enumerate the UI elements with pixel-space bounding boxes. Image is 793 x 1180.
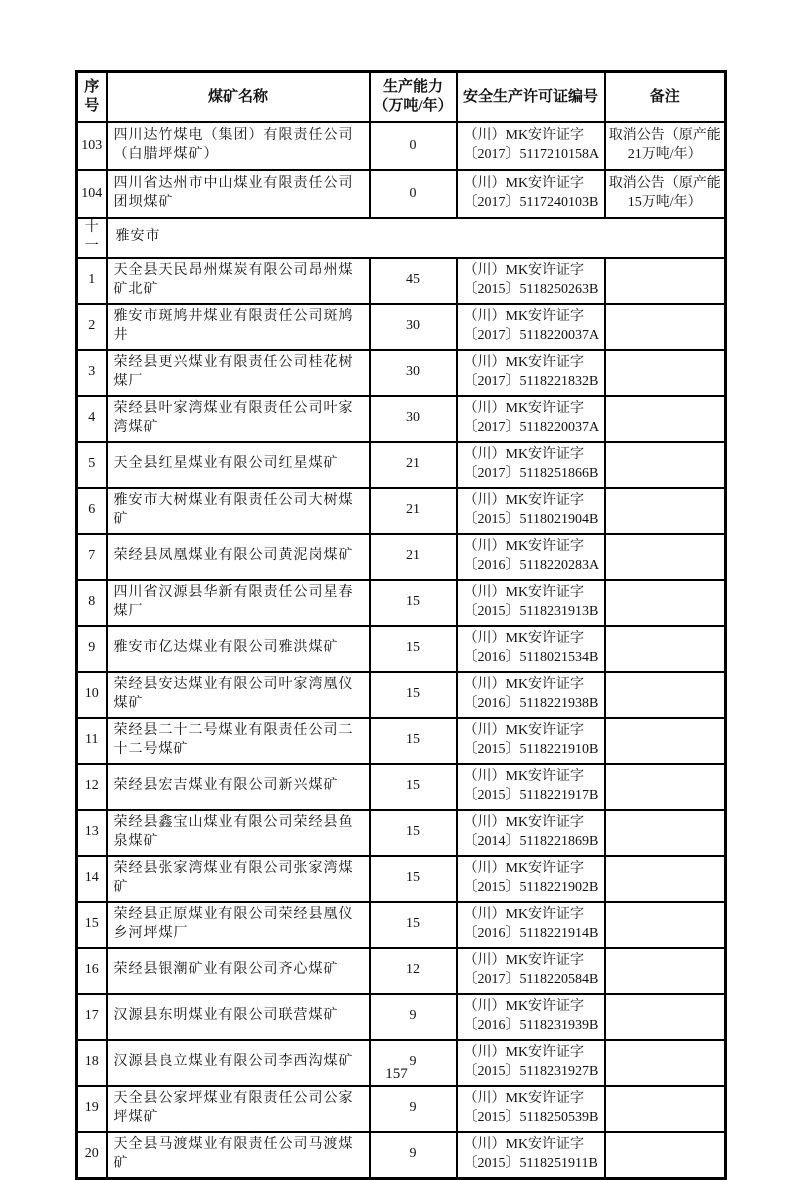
- remark-text: [605, 442, 726, 488]
- row-number: 18: [77, 1040, 107, 1086]
- remark-text: [605, 1086, 726, 1132]
- capacity-value: 15: [370, 580, 457, 626]
- capacity-value: 21: [370, 442, 457, 488]
- license-number: （川）MK安许证字〔2015〕5118221902B: [457, 856, 605, 902]
- header-capacity-line1: 生产能力: [382, 79, 443, 96]
- license-number: （川）MK安许证字〔2014〕5118221869B: [457, 810, 605, 856]
- license-number: （川）MK安许证字〔2017〕5118221832B: [457, 350, 605, 396]
- table-row: [77, 1132, 726, 1179]
- capacity-value: 15: [370, 718, 457, 764]
- remark-text: [605, 626, 726, 672]
- capacity-value: 15: [370, 672, 457, 718]
- row-number: 19: [77, 1086, 107, 1132]
- mine-name: 四川达竹煤电（集团）有限责任公司（白腊坪煤矿）: [107, 122, 370, 170]
- capacity-value: 21: [370, 534, 457, 580]
- license-number: （川）MK安许证字〔2015〕5118250263B: [457, 258, 605, 304]
- table-row: [77, 488, 726, 534]
- remark-text: [605, 948, 726, 994]
- header-mine-name: 煤矿名称: [107, 72, 370, 123]
- mine-name: 荣经县鑫宝山煤业有限公司荣经县鱼泉煤矿: [107, 810, 370, 856]
- table-row: [77, 122, 726, 170]
- row-number: 8: [77, 580, 107, 626]
- row-number: 3: [77, 350, 107, 396]
- mine-name: 荣经县银潮矿业有限公司齐心煤矿: [107, 948, 370, 994]
- mine-name: 雅安市斑鸠井煤业有限责任公司斑鸠井: [107, 304, 370, 350]
- row-number: 10: [77, 672, 107, 718]
- mine-name: 天全县红星煤业有限公司红星煤矿: [107, 442, 370, 488]
- mine-name: 荣经县叶家湾煤业有限责任公司叶家湾煤矿: [107, 396, 370, 442]
- remark-text: 取消公告（原产能21万吨/年）: [605, 122, 726, 170]
- remark-text: [605, 810, 726, 856]
- capacity-value: 9: [370, 1040, 457, 1086]
- capacity-value: 9: [370, 994, 457, 1040]
- capacity-value: 9: [370, 1132, 457, 1179]
- license-number: （川）MK安许证字〔2017〕5117240103B: [457, 170, 605, 218]
- row-number: 11: [77, 718, 107, 764]
- capacity-value: 12: [370, 948, 457, 994]
- table-row: [77, 350, 726, 396]
- row-number: 1: [77, 258, 107, 304]
- table-row: [77, 396, 726, 442]
- header-row: [77, 72, 726, 123]
- table-row: [77, 304, 726, 350]
- row-number: 20: [77, 1132, 107, 1179]
- coal-mine-table: [75, 70, 727, 1180]
- mine-name: 荣经县更兴煤业有限责任公司桂花树煤厂: [107, 350, 370, 396]
- remark-text: [605, 1132, 726, 1179]
- row-number: 9: [77, 626, 107, 672]
- table-row: [77, 856, 726, 902]
- capacity-value: 15: [370, 902, 457, 948]
- license-number: （川）MK安许证字〔2015〕5118221910B: [457, 718, 605, 764]
- mine-name: 荣经县正原煤业有限公司荣经县凰仪乡河坪煤厂: [107, 902, 370, 948]
- remark-text: [605, 396, 726, 442]
- mine-name: 四川省达州市中山煤业有限责任公司团坝煤矿: [107, 170, 370, 218]
- row-number: 17: [77, 994, 107, 1040]
- remark-text: 取消公告（原产能15万吨/年）: [605, 170, 726, 218]
- mine-name: 雅安市亿达煤业有限公司雅洪煤矿: [107, 626, 370, 672]
- row-number: 6: [77, 488, 107, 534]
- row-number: 2: [77, 304, 107, 350]
- capacity-value: 0: [370, 170, 457, 218]
- license-number: （川）MK安许证字〔2015〕5118231927B: [457, 1040, 605, 1086]
- row-number: 14: [77, 856, 107, 902]
- mine-name: 天全县马渡煤业有限责任公司马渡煤矿: [107, 1132, 370, 1179]
- table-row: [77, 170, 726, 218]
- remark-text: [605, 350, 726, 396]
- license-number: （川）MK安许证字〔2016〕5118221914B: [457, 902, 605, 948]
- mine-name: 荣经县安达煤业有限公司叶家湾凰仪煤矿: [107, 672, 370, 718]
- mine-name: 荣经县张家湾煤业有限公司张家湾煤矿: [107, 856, 370, 902]
- row-number: 15: [77, 902, 107, 948]
- license-number: （川）MK安许证字〔2017〕5118220037A: [457, 396, 605, 442]
- header-remark: 备注: [605, 72, 726, 123]
- license-number: （川）MK安许证字〔2016〕5118220283A: [457, 534, 605, 580]
- table-row: [77, 764, 726, 810]
- table-row: [77, 442, 726, 488]
- section-row: [77, 218, 726, 258]
- row-number: 13: [77, 810, 107, 856]
- capacity-value: 15: [370, 764, 457, 810]
- row-number: 104: [77, 170, 107, 218]
- row-number: 16: [77, 948, 107, 994]
- table-row: [77, 810, 726, 856]
- mine-name: 荣经县二十二号煤业有限责任公司二十二号煤矿: [107, 718, 370, 764]
- table-body: [77, 122, 726, 1178]
- license-number: （川）MK安许证字〔2015〕5118221917B: [457, 764, 605, 810]
- table-row: [77, 672, 726, 718]
- mine-name: 四川省汉源县华新有限责任公司星春煤厂: [107, 580, 370, 626]
- header-capacity: [370, 72, 457, 123]
- license-number: （川）MK安许证字〔2017〕5118220584B: [457, 948, 605, 994]
- license-number: （川）MK安许证字〔2015〕5118021904B: [457, 488, 605, 534]
- remark-text: [605, 488, 726, 534]
- table-row: [77, 258, 726, 304]
- remark-text: [605, 304, 726, 350]
- license-number: （川）MK安许证字〔2017〕5118251866B: [457, 442, 605, 488]
- capacity-value: 21: [370, 488, 457, 534]
- table-row: [77, 994, 726, 1040]
- remark-text: [605, 718, 726, 764]
- mine-name: 汉源县良立煤业有限公司李西沟煤矿: [107, 1040, 370, 1086]
- table-row: [77, 626, 726, 672]
- section-title: 雅安市: [107, 218, 726, 258]
- table-row: [77, 948, 726, 994]
- mine-name: 汉源县东明煤业有限公司联营煤矿: [107, 994, 370, 1040]
- remark-text: [605, 580, 726, 626]
- mine-name: 天全县公家坪煤业有限责任公司公家坪煤矿: [107, 1086, 370, 1132]
- license-number: （川）MK安许证字〔2015〕5118231913B: [457, 580, 605, 626]
- header-license: 安全生产许可证编号: [457, 72, 605, 123]
- remark-text: [605, 856, 726, 902]
- capacity-value: 15: [370, 856, 457, 902]
- table-row: [77, 902, 726, 948]
- row-number: 4: [77, 396, 107, 442]
- remark-text: [605, 672, 726, 718]
- header-no: 序号: [77, 72, 107, 123]
- section-number: 十一: [77, 218, 107, 258]
- page-number: 157: [385, 1066, 408, 1082]
- capacity-value: 15: [370, 626, 457, 672]
- license-number: （川）MK安许证字〔2016〕5118231939B: [457, 994, 605, 1040]
- license-number: （川）MK安许证字〔2017〕5117210158A: [457, 122, 605, 170]
- row-number: 103: [77, 122, 107, 170]
- remark-text: [605, 534, 726, 580]
- capacity-value: 30: [370, 304, 457, 350]
- capacity-value: 45: [370, 258, 457, 304]
- license-number: （川）MK安许证字〔2016〕5118021534B: [457, 626, 605, 672]
- mine-name: 荣经县凤凰煤业有限公司黄泥岗煤矿: [107, 534, 370, 580]
- remark-text: [605, 258, 726, 304]
- table-row: [77, 718, 726, 764]
- license-number: （川）MK安许证字〔2016〕5118221938B: [457, 672, 605, 718]
- license-number: （川）MK安许证字〔2017〕5118220037A: [457, 304, 605, 350]
- capacity-value: 0: [370, 122, 457, 170]
- capacity-value: 15: [370, 810, 457, 856]
- capacity-value: 30: [370, 396, 457, 442]
- table-row: [77, 1086, 726, 1132]
- header-capacity-line2: （万吨/年）: [373, 98, 453, 114]
- mine-name: 雅安市大树煤业有限责任公司大树煤矿: [107, 488, 370, 534]
- remark-text: [605, 764, 726, 810]
- license-number: （川）MK安许证字〔2015〕5118251911B: [457, 1132, 605, 1179]
- capacity-value: 30: [370, 350, 457, 396]
- table-row: [77, 580, 726, 626]
- remark-text: [605, 994, 726, 1040]
- mine-name: 荣经县宏吉煤业有限公司新兴煤矿: [107, 764, 370, 810]
- license-number: （川）MK安许证字〔2015〕5118250539B: [457, 1086, 605, 1132]
- capacity-value: 9: [370, 1086, 457, 1132]
- remark-text: [605, 902, 726, 948]
- table-row: [77, 534, 726, 580]
- row-number: 5: [77, 442, 107, 488]
- mine-name: 天全县天民昂州煤炭有限公司昂州煤矿北矿: [107, 258, 370, 304]
- row-number: 7: [77, 534, 107, 580]
- row-number: 12: [77, 764, 107, 810]
